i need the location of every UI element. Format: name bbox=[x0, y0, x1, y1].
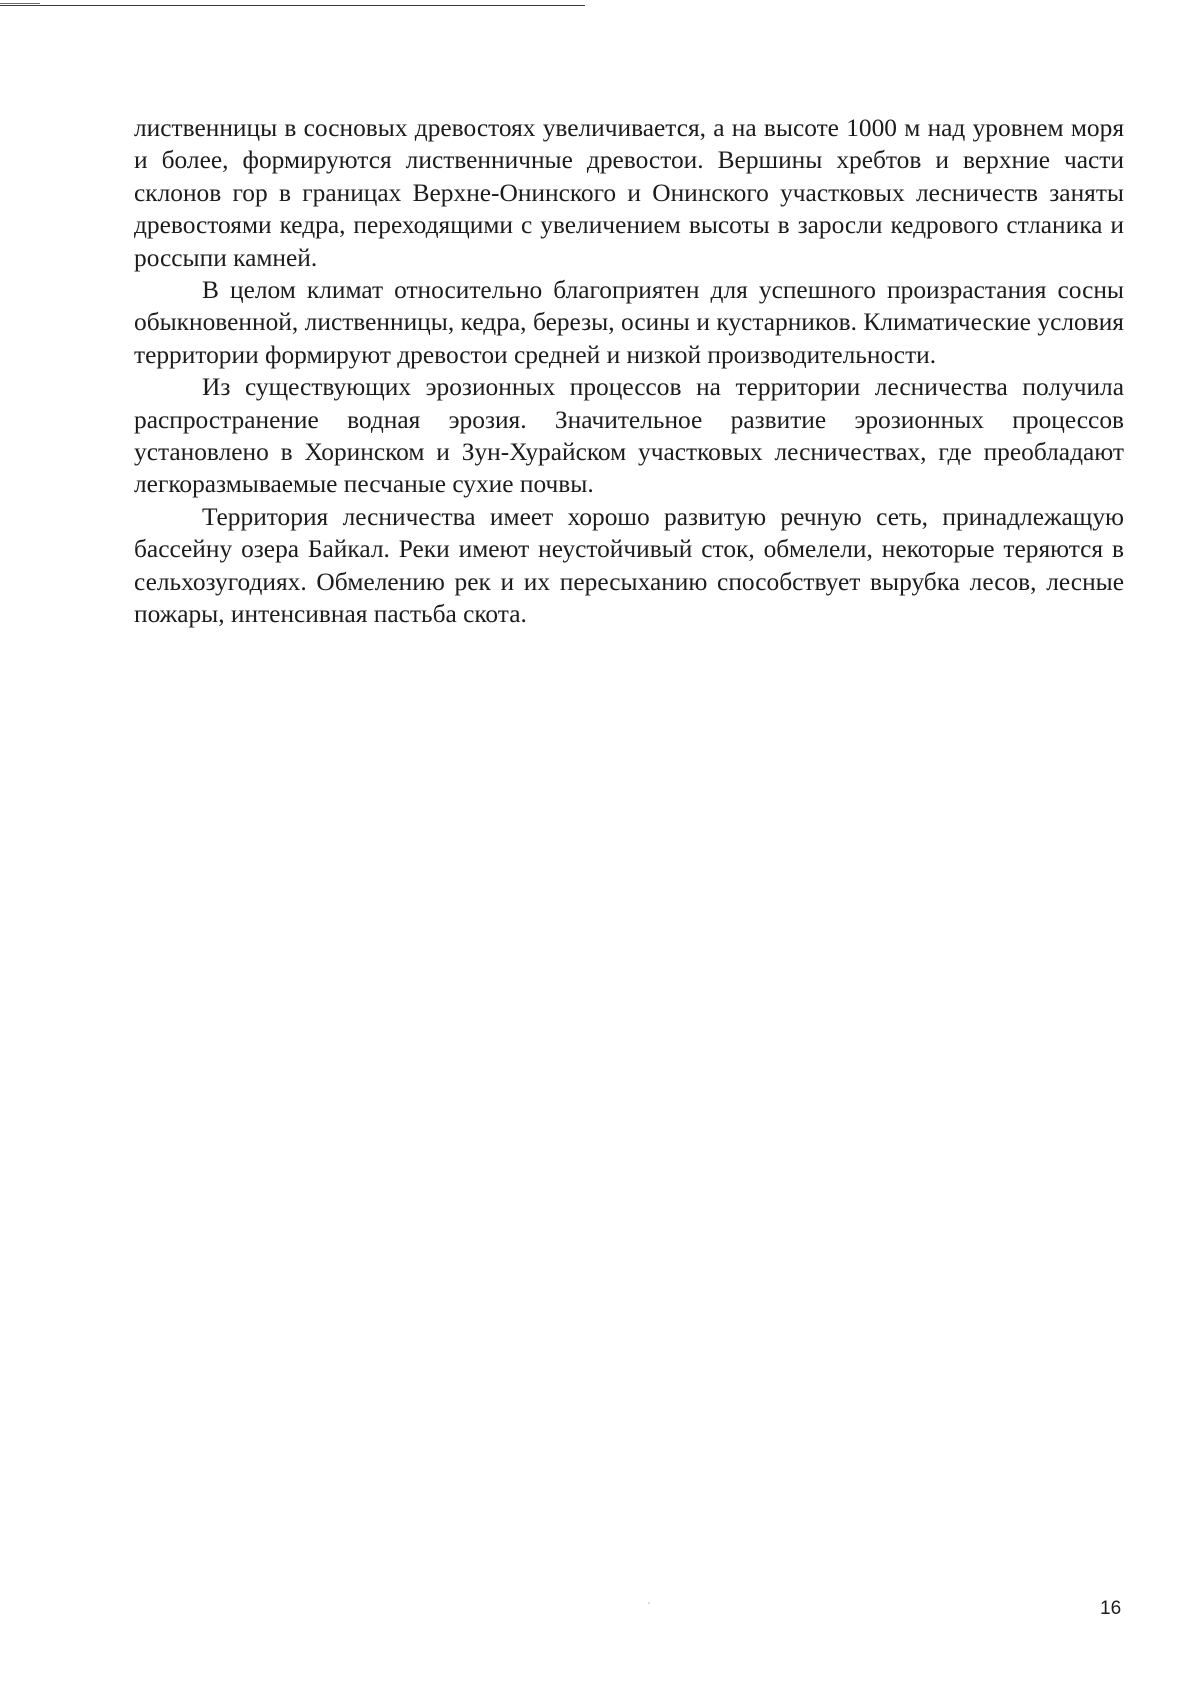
paragraph-continuation: лиственницы в сосновых древостоях увеличивается, а на высоте 1000 м над уровнем моря и более, формируются лиственничные древостои. Вершины хребтов и верхние части склонов гор в границах Верхне-Онинского и Онинского участковых лесничеств заняты древостоями кедра, переходящими с увеличением высоты в заросли кедрового стланика и россыпи камней. bbox=[134, 114, 1124, 272]
top-border-line-secondary bbox=[0, 3, 40, 4]
top-border-line bbox=[0, 5, 585, 6]
paragraph-climate: В целом климат относительно благоприятен для успешного произрастания сосны обыкновенной, лиственницы, кедра, березы, осины и кустарников. Климатические условия территории формируют древостои средней и низкой производительности. bbox=[134, 276, 1124, 369]
paragraph-erosion: Из существующих эрозионных процессов на территории лесничества получила распространение водная эрозия. Значительное развитие эрозионных процессов установлено в Хоринском и Зун-Хурайском участковых лесничествах, где преобладают легкоразмываемые песчаные сухие почвы. bbox=[134, 373, 1124, 499]
scan-speck bbox=[648, 1602, 650, 1604]
document-body bbox=[134, 112, 1124, 631]
page-number: 16 bbox=[1100, 1598, 1122, 1619]
paragraph-rivers: Территория лесничества имеет хорошо развитую речную сеть, принадлежащую бассейну озера Байкал. Реки имеют неустойчивый сток, обмелели, некоторые теряются в сельхозугодиях. Обмелению рек и их пересыханию способствует вырубка лесов, лесные пожары, интенсивная пастьба скота. bbox=[134, 502, 1124, 629]
